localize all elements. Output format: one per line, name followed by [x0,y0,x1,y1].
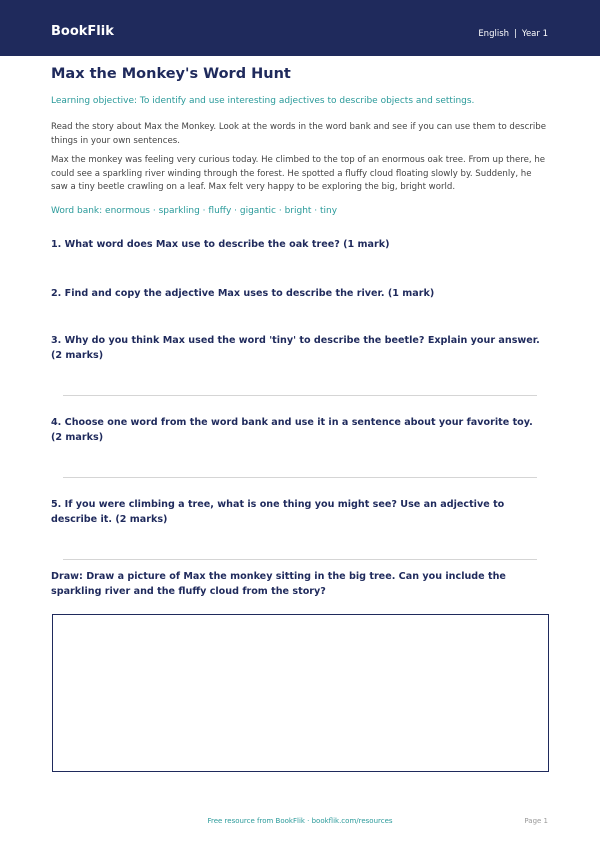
drawing-prompt: Draw: Draw a picture of Max the monkey sitting in the big tree. Can you include the sparkling river and the fluffy cloud from the story? [51,571,506,597]
page-header [0,0,600,56]
answer-line-5[interactable] [63,559,537,560]
answer-line-4[interactable] [63,477,537,478]
subject-year [478,29,548,39]
footer-credit: Free resource from BookFlik · bookflik.com/resources [207,817,393,825]
word-bank: Word bank: enormous · sparkling · fluffy · gigantic · bright · tiny [51,206,338,216]
question-5: 5. If you were climbing a tree, what is one thing you might see? Use an adjective to describe it. (2 marks) [51,499,505,525]
drawing-box[interactable] [52,614,549,772]
page-number: Page 1 [524,817,548,825]
meta-separator: | [514,29,517,39]
instructions-text: Read the story about Max the Monkey. Look at the words in the word bank and see if you can use them to describe things in your own sentences. [51,122,547,146]
question-3: 3. Why do you think Max used the word 'tiny' to describe the beetle? Explain your answer. (2 marks) [51,335,540,361]
subject-label: English [478,29,510,39]
answer-line-3[interactable] [63,395,537,396]
question-2: 2. Find and copy the adjective Max uses to describe the river. (1 mark) [51,288,435,299]
brand-logo: BookFlik [51,24,114,39]
learning-objective: Learning objective: To identify and use interesting adjectives to describe objects and settings. [51,96,475,106]
worksheet-title: Max the Monkey's Word Hunt [51,66,291,82]
question-4: 4. Choose one word from the word bank and use it in a sentence about your favorite toy. (2 marks) [51,417,533,443]
story-text: Max the monkey was feeling very curious today. He climbed to the top of an enormous oak tree. From up there, he could see a sparkling river winding through the forest. He spotted a fluffy cloud floating slowly by. Suddenly, he saw a tiny beetle crawling on a leaf. Max felt very happy to be exploring the big, bright world. [51,155,546,192]
question-1: 1. What word does Max use to describe the oak tree? (1 mark) [51,239,390,250]
year-label: Year 1 [521,29,548,39]
